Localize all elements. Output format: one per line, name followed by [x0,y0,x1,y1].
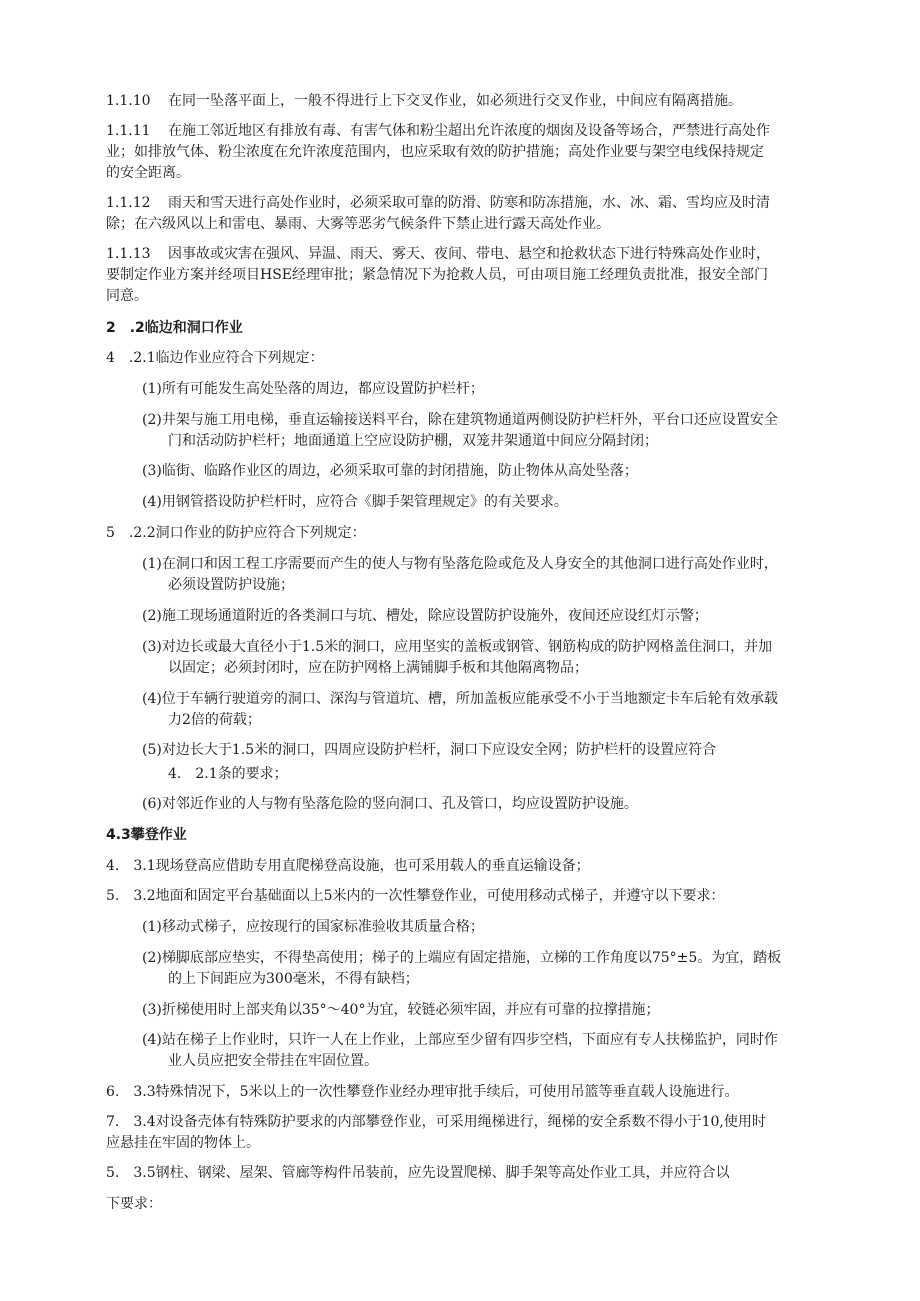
list-item: (2)施工现场通道附近的各类洞口与坑、槽处，除应设置防护设施外，夜间还应设红灯示警； [142,608,708,624]
list-item: (4)位于车辆行驶道旁的洞口、深沟与管道坑、槽，所加盖板应能承受不小于当地额定卡车后轮有效承载 [142,691,778,707]
paragraph-cont: 应悬挂在牢固的物体上。 [106,1135,260,1151]
clause-text: 业；如排放气体、粉尘浓度在允许浓度范围内，也应采取有效的防护措施；高处作业要与架空电线保持规定 [106,144,764,160]
list-item-cont: 必须设置防护设施； [168,577,294,593]
list-item-cont: 力2倍的荷载； [168,712,261,728]
clause-number: 1.1.10 [106,93,151,109]
list-item: (2)井架与施工用电梯，垂直运输接送料平台，除在建筑物通道两侧设防护栏杆外，平台口还应设置安全 [142,412,778,428]
section-heading-4-2: 2 .2临边和洞口作业 [106,320,243,336]
clause-text: 的安全距离。 [106,165,190,181]
list-item: (2)梯脚底部应垫实，不得垫高使用；梯子的上端应有固定措施，立梯的工作角度以75°±5。为宜，踏板 [142,950,782,966]
clause-1-1-13 [106,245,770,263]
clause-text: 要制定作业方案并经项目HSE经理审批；紧急情况下为抢救人员，可由项目施工经理负责批准，报安全部门 [106,267,769,283]
clause-number: 1.1.12 [106,195,151,211]
clause-text: 同意。 [106,288,148,304]
list-item: (1)所有可能发生高处坠落的周边，都应设置防护栏杆； [142,381,484,397]
list-item-cont: 业人员应把安全带挂在牢固位置。 [168,1053,378,1069]
list-item-cont: 以固定；必须封闭时，应在防护网格上满铺脚手板和其他隔离物品； [168,660,588,676]
list-item: (5)对边长大于1.5米的洞口，四周应设防护栏杆，洞口下应设安全网；防护栏杆的设置应符合 [142,742,717,758]
clause-number: 1.1.13 [106,246,151,262]
subsection-title: 4 .2.1临边作业应符合下列规定： [106,350,324,366]
list-item-cont: 门和活动防护栏杆；地面通道上空应设防护棚，双笼井架通道中间应分隔封闭； [168,433,658,449]
clause-text: 除；在六级风以上和雷电、暴雨、大雾等恶劣气候条件下禁止进行露天高处作业。 [106,216,610,232]
clause-text: 因事故或灾害在强风、异温、雨天、雾天、夜间、带电、悬空和抢救状态下进行特殊高处作业时， [168,246,770,262]
list-item-cont: 的上下间距应为300毫米，不得有缺档； [168,971,419,987]
clause-1-1-11 [106,122,770,140]
clause-text: 雨天和雪天进行高处作业时，必须采取可靠的防滑、防寒和防冻措施，水、冰、霜、雪均应及时清 [168,195,770,211]
list-item: (3)对边长或最大直径小于1.5米的洞口，应用坚实的盖板或钢管、钢筋构成的防护网格盖住洞口，并加 [142,639,773,655]
paragraph: 6. 3.3特殊情况下，5米以上的一次性攀登作业经办理审批手续后，可使用吊篮等垂直载人设施进行。 [106,1084,739,1100]
list-item: (6)对邻近作业的人与物有坠落危险的竖向洞口、孔及管口，均应设置防护设施。 [142,796,638,812]
paragraph: 5. 3.5钢柱、钢梁、屋架、管廊等构件吊装前，应先设置爬梯、脚手架等高处作业工具，并应符合以 [106,1165,730,1181]
section-heading-4-3: 4.3攀登作业 [106,827,187,843]
subsection-title: 5 .2.2洞口作业的防护应符合下列规定： [106,525,366,541]
clause-1-1-12 [106,194,770,212]
paragraph: 5. 3.2地面和固定平台基础面以上5米内的一次性攀登作业，可使用移动式梯子，并遵守以下要求： [106,888,725,904]
list-item: (3)折梯使用时上部夹角以35°～40°为宜，较链必须牢固，并应有可靠的拉撑措施； [142,1002,660,1018]
clause-text: 在施工邻近地区有排放有毒、有害气体和粉尘超出允许浓度的烟囱及设备等场合，严禁进行高处作 [168,123,770,139]
clause-number: 1.1.11 [106,123,151,139]
list-item-cont: 4. 2.1条的要求； [168,766,288,782]
paragraph: 7. 3.4对设备壳体有特殊防护要求的内部攀登作业，可采用绳梯进行，绳梯的安全系数不得小于10,使用时 [106,1114,766,1130]
list-item: (4)用钢管搭设防护栏杆时，应符合《脚手架管理规定》的有关要求。 [142,494,568,510]
clause-text: 在同一坠落平面上，一般不得进行上下交叉作业，如必须进行交叉作业，中间应有隔离措施。 [168,93,742,109]
paragraph-cont: 下要求： [106,1196,162,1212]
clause-1-1-10 [106,92,742,110]
list-item: (4)站在梯子上作业时，只许一人在上作业，上部应至少留有四步空档，下面应有专人扶梯监护，同时作 [142,1032,778,1048]
list-item: (3)临街、临路作业区的周边，必须采取可靠的封闭措施，防止物体从高处坠落； [142,463,638,479]
list-item: (1)在洞口和因工程工序需要而产生的使人与物有坠落危险或危及人身安全的其他洞口进行高处作业时， [142,556,778,572]
list-item: (1)移动式梯子，应按现行的国家标准验收其质量合格； [142,919,484,935]
paragraph: 4. 3.1现场登高应借助专用直爬梯登高设施，也可采用载人的垂直运输设备； [106,858,590,874]
